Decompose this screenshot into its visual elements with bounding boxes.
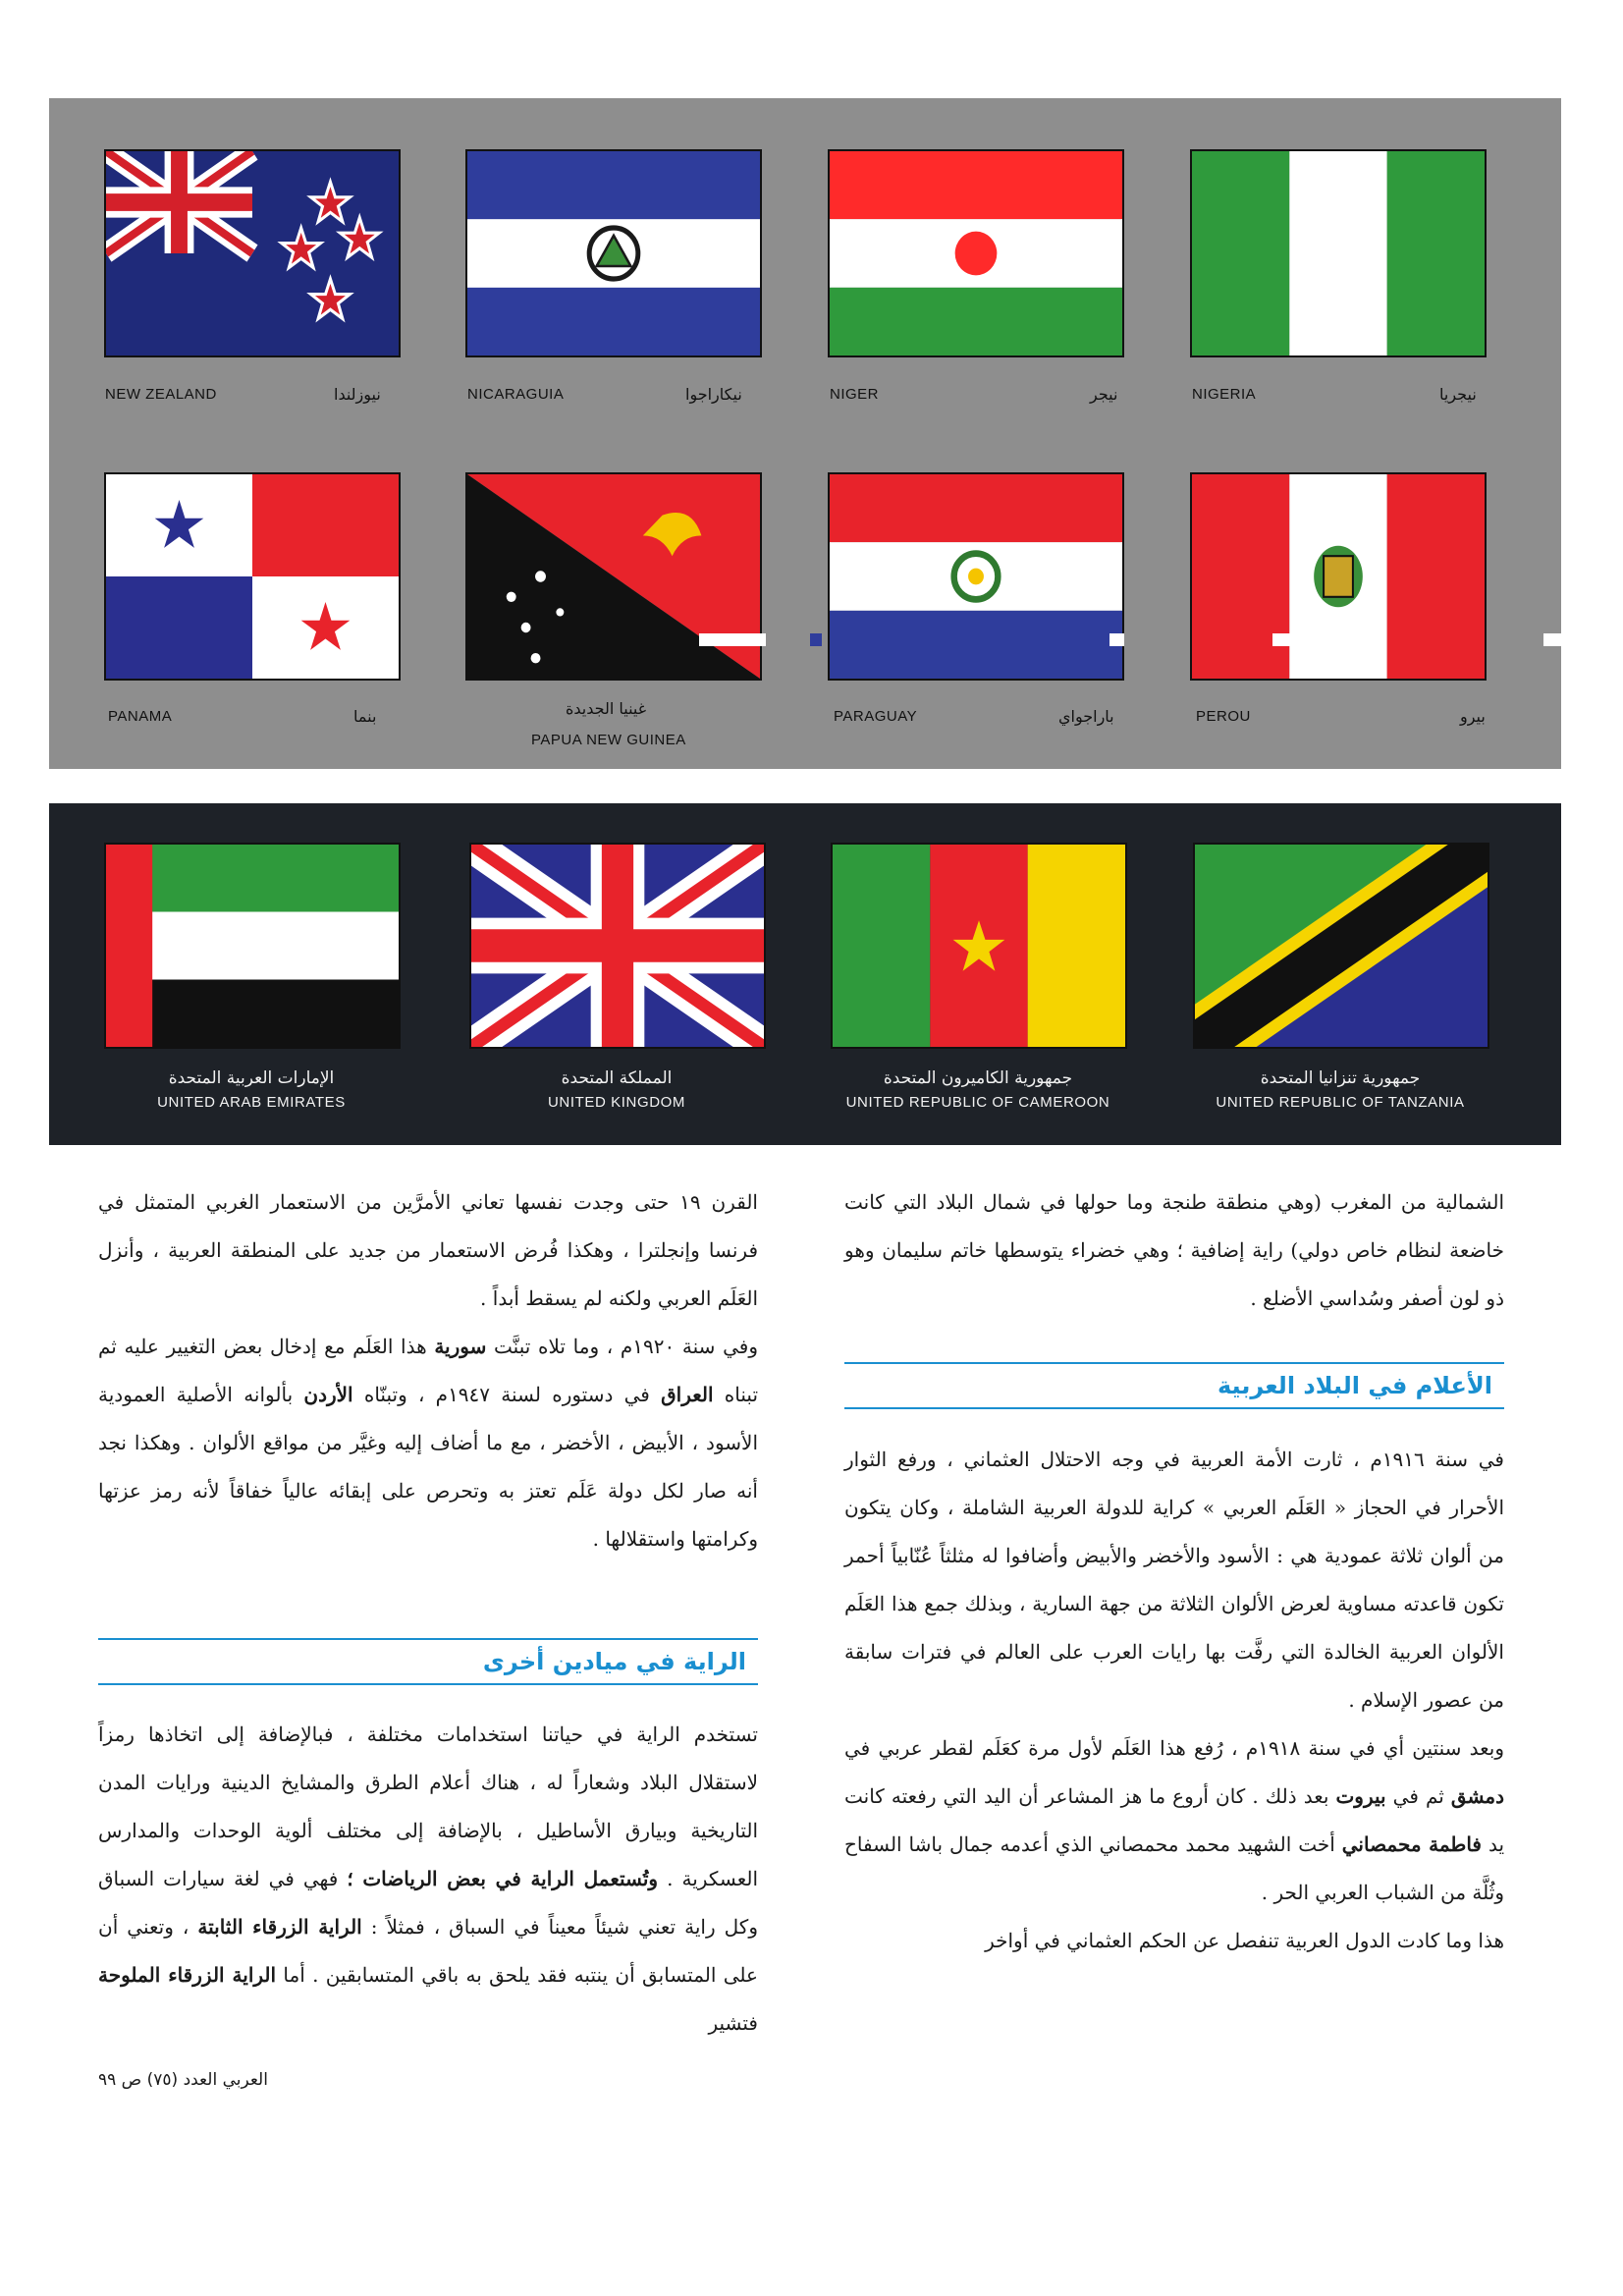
flag-label-ar: جمهورية الكاميرون المتحدة	[883, 1068, 1073, 1088]
highlight-iraq: العراق	[661, 1383, 714, 1406]
section-heading: الأعلام في البلاد العربية	[844, 1362, 1504, 1409]
highlight-name: فاطمة محمصاني	[1341, 1832, 1482, 1856]
highlight-syria: سورية	[434, 1335, 487, 1358]
article-column-left	[98, 1711, 758, 2048]
flag-panama	[104, 472, 401, 681]
flag-paraguay	[828, 472, 1124, 681]
flag-label-en: NEW ZEALAND	[105, 386, 217, 403]
paragraph: وفي سنة ١٩٢٠م ، وما تلاه تبنَّت سورية هذا العَلَم مع إدخال بعض التغيير عليه ثم تبناه العراق في دستوره لسنة ١٩٤٧م ، وتبنّاه الأردن بألوانه الأصلية العمودية الأسود ، الأبيض ، الأخضر ، مع ما أضاف إليه وغيَّر من مواقع الألوان . وهكذا نجد أنه صار لكل دولة عَلَم تعتز به وتحرص على إبقائه عالياً خفاقاً لأنه رمز عزتها وكرامتها واستقلالها .	[98, 1335, 759, 1551]
print-artifact	[1109, 633, 1124, 646]
paragraph: في سنة ١٩١٦م ، ثارت الأمة العربية في وجه الاحتلال العثماني ، ورفع الثوار الأحرار في الحجاز « العَلَم العربي » كراية للدولة العربية الشاملة ، وكان يتكون من ألوان ثلاثة عمودية هي : الأسود والأخضر والأبيض وأضافوا له مثلثاً عُنّابياً أحمر تكون قاعدته مساوية لعرض الألوان الثلاثة من جهة السارية ، وبذلك جمع هذا العَلَم الألوان العربية الخالدة التي رفَّت بها رايات العرب على العالم في فترات سابقة من عصور الإسلام .	[844, 1448, 1504, 1712]
flag-nicaragua	[465, 149, 762, 357]
flag-papua-new-guinea	[465, 472, 762, 681]
page-footer: العربي العدد (٧٥) ص ٩٩	[98, 2070, 268, 2090]
flag-label-en: UNITED KINGDOM	[547, 1094, 686, 1111]
flag-cameroon	[831, 843, 1127, 1049]
article-column-right	[844, 1436, 1504, 1965]
flag-label-en: PANAMA	[108, 708, 173, 725]
highlight-blue-flag: الراية الزرقاء الثابتة	[197, 1915, 362, 1939]
flag-label-ar: نيجريا	[1439, 385, 1477, 404]
print-artifact	[810, 633, 822, 646]
highlight-waved-flag: الراية الزرقاء الملوحة	[98, 1963, 277, 1987]
article-column-left	[98, 1178, 758, 1563]
flag-nigeria	[1190, 149, 1487, 357]
flag-caption-tanzania	[1193, 1068, 1488, 1111]
flag-caption-cameroon	[831, 1068, 1125, 1111]
flag-niger	[828, 149, 1124, 357]
print-artifact	[699, 633, 766, 646]
flag-label-en: NIGERIA	[1192, 386, 1257, 403]
flag-label-en: PEROU	[1196, 708, 1251, 725]
flag-uae	[104, 843, 401, 1049]
flag-label-ar: نيجر	[1090, 385, 1118, 404]
flag-label-en: NICARAGUIA	[467, 386, 565, 403]
paragraph: القرن ١٩ حتى وجدت نفسها تعاني الأمرَّين من الاستعمار الغربي المتمثل في فرنسا وإنجلترا ، وهكذا فُرض الاستعمار من جديد على المنطقة العربية ، وأنزل العَلَم العربي ولكنه لم يسقط أبداً .	[98, 1190, 758, 1310]
flag-label-ar: المملكة المتحدة	[561, 1068, 673, 1088]
print-artifact	[1543, 633, 1612, 646]
print-artifact	[1272, 633, 1371, 646]
highlight-beirut: بيروت	[1335, 1784, 1386, 1808]
highlight-damascus: دمشق	[1450, 1784, 1505, 1808]
flag-label-en: UNITED ARAB EMIRATES	[157, 1094, 346, 1111]
flag-label-en: PAPUA NEW GUINEA	[531, 732, 686, 748]
flag-peru	[1190, 472, 1487, 681]
flag-new-zealand	[104, 149, 401, 357]
flag-united-kingdom	[469, 843, 766, 1049]
highlight-sports: وتُستعمل الراية في بعض الرياضات ؛	[347, 1867, 659, 1890]
paragraph: وبعد سنتين أي في سنة ١٩١٨م ، رُفع هذا العَلَم لأول مرة كعَلَم لقطر عربي في دمشق ثم في بيروت بعد ذلك . كان أروع ما هز المشاعر أن اليد التي رفعته كانت يد فاطمة محمصاني أخت الشهيد محمد محمصاني الذي أعدمه جمال باشا السفاح وثُلَّة من الشباب العربي الحر .	[844, 1736, 1505, 1904]
flag-label-en: PARAGUAY	[834, 708, 918, 725]
flag-tanzania	[1193, 843, 1489, 1049]
flag-caption-uk	[469, 1068, 764, 1111]
flag-label-ar: غينيا الجديدة	[566, 699, 647, 718]
highlight-jordan: الأردن	[303, 1383, 353, 1406]
paragraph: الشمالية من المغرب (وهي منطقة طنجة وما حولها في شمال البلاد التي كانت خاضعة لنظام خاص دولي) راية إضافية ؛ وهي خضراء يتوسطها خاتم سليمان وهو ذو لون أصفر وسُداسي الأضلع .	[844, 1190, 1504, 1310]
flag-label-ar: بيرو	[1460, 707, 1486, 726]
paragraph: تستخدم الراية في حياتنا استخدامات مختلفة ، فبالإضافة إلى اتخاذها رمزاً لاستقلال البلاد وشعاراً له ، هناك أعلام الطرق والمشايخ الدينية ورايات المدن التاريخية وبيارق الأساطيل ، بالإضافة إلى مختلف ألوية الوحدات والمدارس العسكرية . وتُستعمل الراية في بعض الرياضات ؛ فهي في لغة سيارات السباق وكل راية تعني شيئاً معيناً في السباق ، فمثلاً : الراية الزرقاء الثابتة ، وتعني أن على المتسابق أن ينتبه فقد يلحق به باقي المتسابقين . أما الراية الزرقاء الملوحة فتشير	[98, 1722, 759, 2035]
flag-label-en: UNITED REPUBLIC OF CAMEROON	[845, 1094, 1110, 1111]
flag-label-en: NIGER	[830, 386, 880, 403]
flag-label-ar: نيكاراجوا	[685, 385, 742, 404]
paragraph: هذا وما كادت الدول العربية تنفصل عن الحكم العثماني في أواخر	[985, 1929, 1504, 1952]
flag-caption-uae	[104, 1068, 399, 1111]
section-heading: الراية في ميادين أخرى	[98, 1638, 758, 1685]
flag-label-ar: جمهورية تنزانيا المتحدة	[1260, 1068, 1421, 1088]
flag-label-ar: بنما	[353, 707, 377, 726]
flag-label-ar: الإمارات العربية المتحدة	[168, 1068, 335, 1088]
flag-label-ar: نيوزلندا	[334, 385, 381, 404]
flag-label-ar: باراجواي	[1058, 707, 1114, 726]
article-column-right	[844, 1178, 1504, 1323]
flag-label-en: UNITED REPUBLIC OF TANZANIA	[1216, 1094, 1465, 1111]
